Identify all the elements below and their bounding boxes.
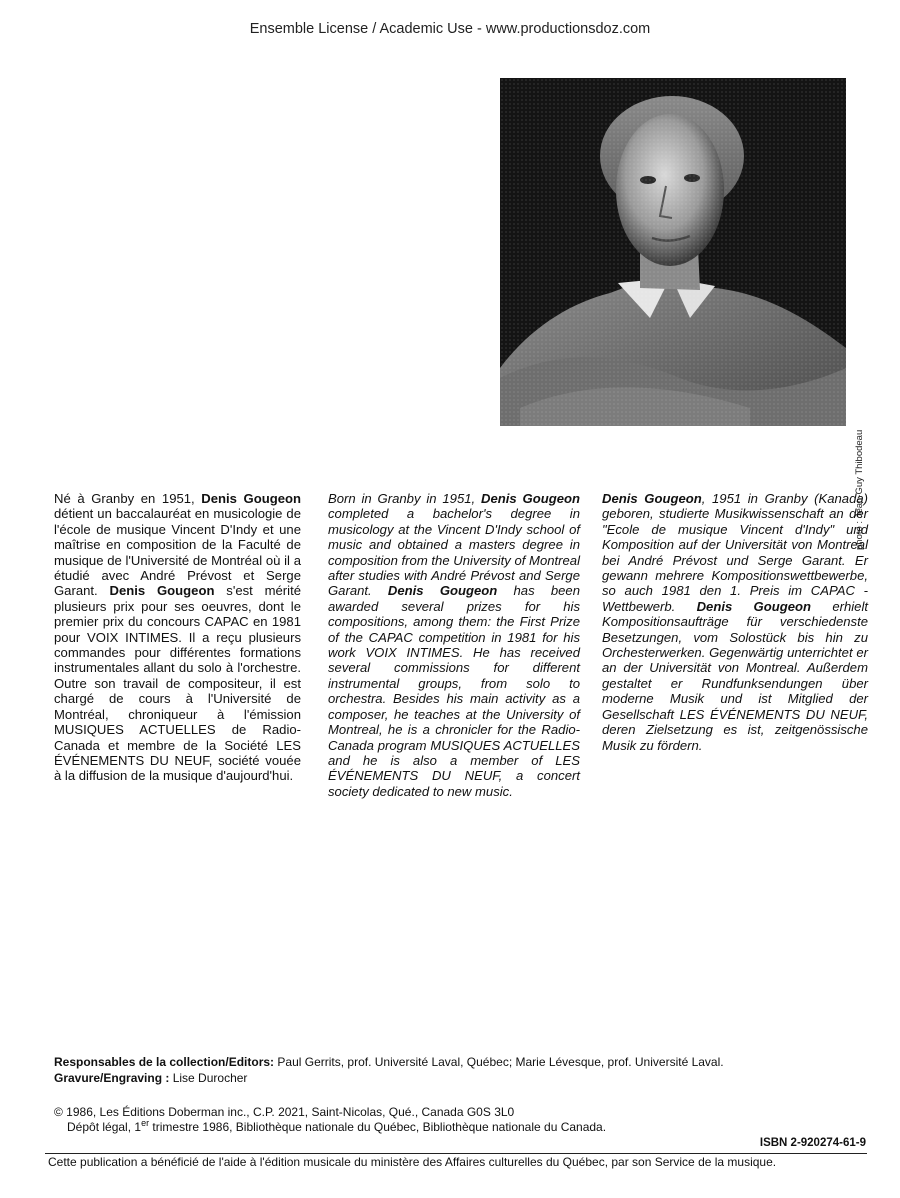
- engraving-value: Lise Durocher: [169, 1071, 248, 1085]
- legal-deposit-text-a: Dépôt légal, 1: [67, 1120, 142, 1134]
- biography-english: [328, 491, 580, 799]
- bio-de-paragraph: [602, 491, 868, 753]
- copyright-line: © 1986, Les Éditions Doberman inc., C.P. 2021, Saint-Nicolas, Qué., Canada G0S 3L0: [54, 1105, 515, 1119]
- license-header: Ensemble License / Academic Use - www.productionsdoz.com: [249, 21, 651, 37]
- bio-fr-text-1: Né à Granby en 1951,: [54, 491, 202, 506]
- photo-credit-text: photo : Jean-Guy Thibodeau: [854, 429, 865, 550]
- editors-value: Paul Gerrits, prof. Université Laval, Québec; Marie Lévesque, prof. Université Laval.: [274, 1055, 724, 1069]
- bio-de-text-1: , 1951 in Granby (Kanada) geboren, studierte Musikwissenschaft an der "Ecole de musique Vincent d'Indy" und Komposition auf der Universität von Montreal bei André Prévost und Serge Garant. Er gewann mehrere Kompositionswettbewerbe, so auch 1981 den 1. Preis im CAPAC - Wettbewerb.: [602, 491, 868, 614]
- bio-en-text-3: has been awarded several prizes for his compositions, among them: the First Prize of the CAPAC competition in 1981 for his work VOIX INTIMES. He has received several commissions for different instrumental groups, from solo to orchestra. Besides his main activity as a composer, he teaches at the University of Montreal, he is a chronicler for the Radio-Canada program MUSIQUES ACTUELLES and he is also a member of LES ÉVÉNEMENTS DU NEUF, a concert society dedicated to new music.: [328, 583, 580, 799]
- biography-french: [54, 491, 301, 784]
- bio-de-name-2: Denis Gougeon: [696, 598, 812, 614]
- editors-line: [54, 1054, 724, 1070]
- legal-deposit-line: [54, 1120, 606, 1135]
- composer-portrait-photo: [500, 78, 846, 426]
- bio-de-name-1: Denis Gougeon: [602, 491, 702, 506]
- bio-fr-name-1: Denis Gougeon: [201, 491, 301, 506]
- isbn-number: ISBN 2-920274-61-9: [759, 1137, 866, 1149]
- collection-credits: [54, 1054, 724, 1086]
- editors-label: Responsables de la collection/Editors:: [54, 1055, 275, 1069]
- bio-en-name-1: Denis Gougeon: [481, 491, 580, 506]
- bio-de-text-2: erhielt Kompositionsaufträge für verschiedenste Besetzungen, vom Solostück bis hin zu Orchesterwerken. Gegenwärtig unterrichtet er an der Universität von Montreal. Außerdem gestaltet er Rundfunksendungen über moderne Musik und ist Mitglied der Gesellschaft LES ÉVÉNEMENTS DU NEUF, deren Zielsetzung es ist, zeitgenössische Musik zu fördern.: [602, 598, 868, 753]
- funding-footer: Cette publication a bénéficié de l'aide à l'édition musicale du ministère des Affaires culturelles du Québec, par son Service de la musique.: [48, 1155, 777, 1169]
- bio-fr-paragraph: [54, 491, 301, 784]
- copyright-block: [54, 1105, 606, 1135]
- engraving-label: Gravure/Engraving :: [54, 1071, 170, 1085]
- legal-deposit-text-b: trimestre 1986, Bibliothèque nationale du Québec, Bibliothèque nationale du Canada.: [149, 1120, 607, 1134]
- bio-en-text-1: Born in Granby in 1951,: [328, 491, 482, 506]
- engraving-line: [54, 1070, 724, 1086]
- footer-divider: [45, 1153, 867, 1154]
- bio-en-name-2: Denis Gougeon: [387, 583, 498, 599]
- bio-en-paragraph: [328, 491, 580, 799]
- biography-german: [602, 491, 868, 753]
- bio-en-text-2: completed a bachelor's degree in musicology at the Vincent D'Indy school of music and obtained a masters degree in composition from the University of Montreal after studies with André Prévost and Serge Garant.: [328, 506, 580, 599]
- legal-deposit-sup: er: [141, 1118, 150, 1128]
- bio-fr-text-2: détient un baccalauréat en musicologie de l'école de musique Vincent D'Indy et une maîtrise en composition de la Faculté de musique de l'Université de Montréal où il a étudié avec André Prévost et Serge Garant.: [54, 506, 301, 599]
- bio-fr-text-3: s'est mérité plusieurs prix pour ses oeuvres, dont le premier prix du concours CAPAC en 1981 pour VOIX INTIMES. Il a reçu plusieurs commandes pour différentes formations instrumentales allant du solo à l'orchestre. Outre son travail de compositeur, il est chargé de cours à l'Université de Montréal, chroniqueur à l'émission MUSIQUES ACTUELLES de Radio-Canada et membre de la Société LES ÉVÉNEMENTS DU NEUF, société vouée à la diffusion de la musique d'aujourd'hui.: [54, 583, 301, 784]
- bio-fr-name-2: Denis Gougeon: [109, 583, 215, 599]
